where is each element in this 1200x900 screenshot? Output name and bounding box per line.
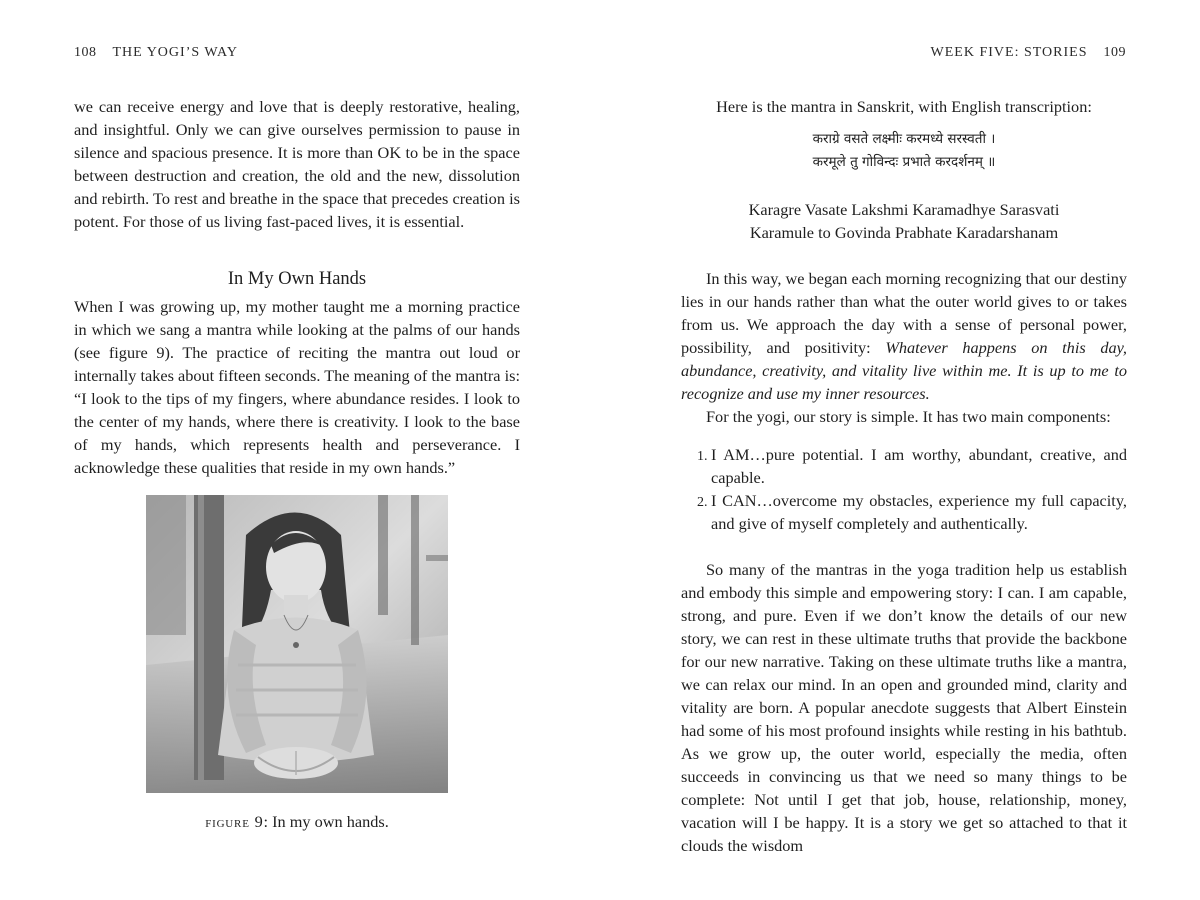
right-paragraph-1 xyxy=(681,267,1127,405)
right-paragraph-1-text: In this way, we began each morning recognizing that our destiny lies in our hands rather than what the outer world gives to or takes from us. We approach the day with a sense of personal power, possibility, and positivity: xyxy=(681,269,1127,357)
section-heading: In My Own Hands xyxy=(227,269,367,289)
figure-9-photo xyxy=(146,495,448,793)
left-running-head xyxy=(74,45,238,61)
figure-caption-text: : In my own hands. xyxy=(263,812,389,831)
right-page xyxy=(600,0,1200,900)
transliteration-line-2: Karamule to Govinda Prabhate Karadarshanam xyxy=(749,223,1059,242)
list-item: 1. I AM…pure potential. I am worthy, abundant, creative, and capable. xyxy=(711,443,1127,489)
sanskrit-mantra xyxy=(681,128,1127,174)
left-paragraph-1: we can receive energy and love that is deeply restorative, healing, and insightful. Only we can give ourselves permission to pause in silence and spacious presence. It is more than OK to be in the space between destruction and creation, the old and the new, dissolution and rebirth. To rest and breathe in the space that precedes creation is potent. For those of us living fast-paced lives, it is essential. xyxy=(74,97,520,231)
mantra-intro: Here is the mantra in Sanskrit, with English transcription: xyxy=(716,97,1092,116)
transliteration-line-1: Karagre Vasate Lakshmi Karamadhye Sarasvati xyxy=(748,200,1060,219)
right-paragraph-2: For the yogi, our story is simple. It has two main components: xyxy=(706,407,1111,426)
figure-label: figure 9 xyxy=(205,812,264,831)
story-components-list xyxy=(681,443,1127,535)
transliteration xyxy=(681,198,1127,244)
right-page-number: 109 xyxy=(1103,45,1126,60)
photo-girl-looking-at-palms xyxy=(146,495,448,793)
photo-illustration xyxy=(146,495,448,793)
left-running-title: THE YOGI’S WAY xyxy=(112,45,238,60)
right-paragraph-1-italic: Whatever happens on this day, abundance, creativity, and vitality live within me. It is up to me to recognize and use my inner resources. xyxy=(681,338,1128,403)
sanskrit-line-1: कराग्रे वसते लक्ष्मीः करमध्ये सरस्वती । xyxy=(812,131,996,147)
right-running-head xyxy=(931,45,1126,61)
right-paragraph-3: So many of the mantras in the yoga tradition help us establish and embody this simple and empowering story: I can. I am capable, strong, and pure. Even if we don’t know the details of our new story, we can rest in these ultimate truths that provide the backbone for our new narrative. Taking on these ultimate truths like a mantra, we can relax our mind. In an open and grounded mind, clarity and vitality are born. A popular anecdote suggests that Albert Einstein had some of his most profound insights while resting in his bathtub. As we grow up, the outer world, especially the media, often succeeds in convincing us that we need so many things to be complete: Not until I get that job, house, relationship, money, vacation will I be happy. It is a story we get so attached to that it clouds the wisdom xyxy=(681,560,1127,855)
list-item: 2. I CAN…overcome my obstacles, experience my full capacity, and give of myself completely and authentically. xyxy=(711,489,1127,535)
right-body-text xyxy=(681,95,1127,857)
figure-caption xyxy=(146,810,448,833)
sanskrit-line-2: करमूले तु गोविन्दः प्रभाते करदर्शनम् ॥ xyxy=(812,154,996,170)
right-running-title: WEEK FIVE: STORIES xyxy=(930,45,1088,60)
left-body-text xyxy=(74,95,520,479)
left-paragraph-2: When I was growing up, my mother taught me a morning practice in which we sang a mantra while looking at the palms of our hands (see figure 9). The practice of reciting the mantra out loud or internally takes about fifteen seconds. The meaning of the mantra is: “I look to the tips of my fingers, where abundance resides. I look to the center of my hands, where there is creativity. I look to the base of my hands, which represents health and perseverance. I acknowledge these qualities that reside in my own hands.” xyxy=(74,297,520,477)
left-page-number: 108 xyxy=(74,45,97,60)
